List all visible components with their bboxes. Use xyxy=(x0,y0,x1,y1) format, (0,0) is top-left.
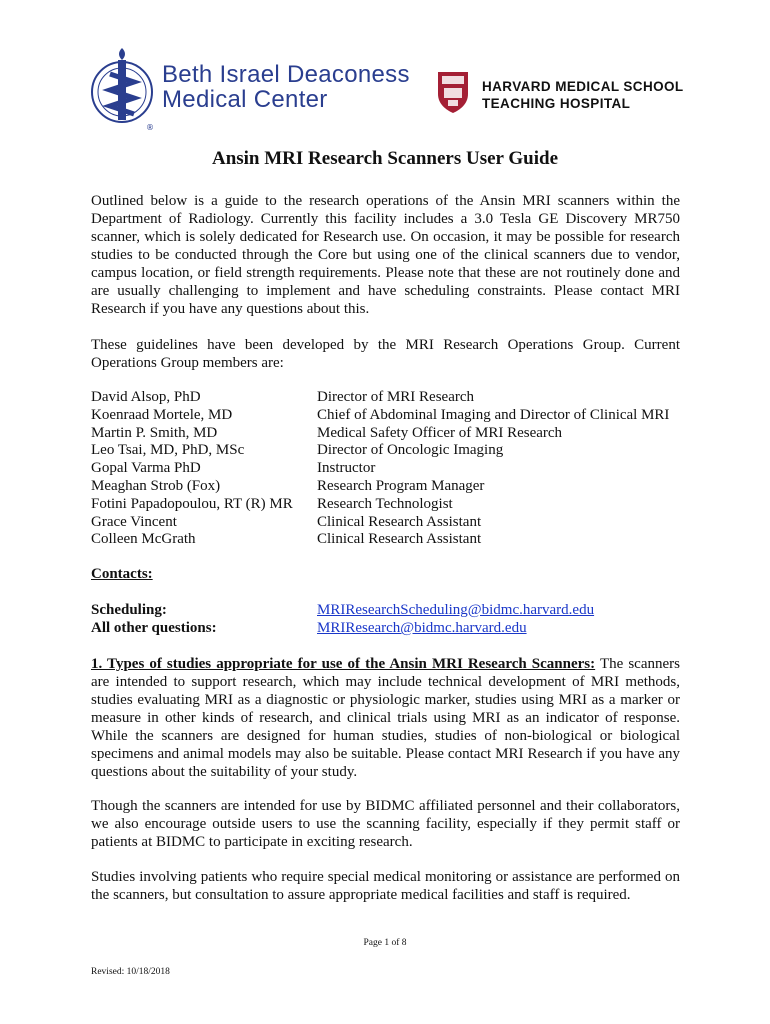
section1-body: The scanners are intended to support research, which may include technical development of MRI methods, studies evaluating MRI as a diagnostic or physiologic marker, studies using MRI as a marker or measure in other kinds of research, and clinical trials using MRI as an indicator of response. While the scanners are designed for human studies, studies of non-biological or biological specimens and animal models may also be suitable. Please contact MRI Research if you have any questions about the suitability of your study. xyxy=(91,656,680,780)
member-role: Chief of Abdominal Imaging and Director of Clinical MRI xyxy=(317,406,670,423)
member-row xyxy=(91,425,691,443)
other-questions-label: All other questions: xyxy=(91,620,217,636)
guidelines-paragraph: These guidelines have been developed by the MRI Research Operations Group. Current Operations Group members are: xyxy=(91,337,680,371)
member-row xyxy=(91,460,691,478)
member-row xyxy=(91,389,691,407)
bidmc-name-line2: Medical Center xyxy=(162,86,328,113)
member-role: Director of MRI Research xyxy=(317,389,475,405)
member-name: Grace Vincent xyxy=(91,513,177,530)
member-name: Leo Tsai, MD, PhD, MSc xyxy=(91,442,245,459)
bidmc-name-line1: Beth Israel Deaconess xyxy=(162,61,410,88)
scheduling-email-link[interactable]: MRIResearchScheduling@bidmc.harvard.edu xyxy=(317,602,595,618)
svg-text:®: ® xyxy=(146,123,154,132)
member-row xyxy=(91,407,691,425)
hms-line2: TEACHING HOSPITAL xyxy=(482,96,631,111)
scheduling-label: Scheduling: xyxy=(91,602,167,618)
other-questions-email-link[interactable]: MRIResearch@bidmc.harvard.edu xyxy=(317,620,527,636)
member-role: Clinical Research Assistant xyxy=(317,513,482,530)
hms-text xyxy=(482,78,684,112)
page-number: Page 1 of 8 xyxy=(363,938,407,948)
member-name: Fotini Papadopoulou, RT (R) MR xyxy=(91,495,293,512)
member-name: Koenraad Mortele, MD xyxy=(91,406,233,423)
bidmc-emblem-icon xyxy=(88,44,158,134)
section1-paragraph xyxy=(91,655,680,781)
member-row xyxy=(91,496,691,514)
member-name: Colleen McGrath xyxy=(91,531,196,548)
member-name: Meaghan Strob (Fox) xyxy=(91,477,221,494)
member-role: Director of Oncologic Imaging xyxy=(317,442,504,459)
member-role: Research Technologist xyxy=(317,495,453,512)
contact-row-other xyxy=(91,620,691,637)
outside-users-paragraph: Though the scanners are intended for use by BIDMC affiliated personnel and their collaborators, we also encourage outside users to use the scanning facility, especially if they permit staff or patients at BIDMC to participate in exciting research. xyxy=(91,798,680,850)
member-name: David Alsop, PhD xyxy=(91,389,201,405)
member-name: Martin P. Smith, MD xyxy=(91,424,218,441)
member-role: Instructor xyxy=(317,460,376,477)
hms-line1: HARVARD MEDICAL SCHOOL xyxy=(482,79,684,94)
members-list xyxy=(91,389,691,549)
member-role: Clinical Research Assistant xyxy=(317,531,482,548)
patient-studies-paragraph: Studies involving patients who require special medical monitoring or assistance are performed on the scanners, but consultation to assure appropriate medical facilities and staff is required. xyxy=(91,869,680,903)
member-name: Gopal Varma PhD xyxy=(91,460,201,477)
contact-row-scheduling xyxy=(91,602,691,619)
contacts-heading: Contacts: xyxy=(91,566,153,582)
member-role: Research Program Manager xyxy=(317,477,485,494)
member-row xyxy=(91,478,691,496)
member-row xyxy=(91,442,691,460)
member-row xyxy=(91,531,691,549)
hms-shield-icon xyxy=(436,70,470,114)
section1-heading: 1. Types of studies appropriate for use of the Ansin MRI Research Scanners: xyxy=(91,656,596,672)
document-title: Ansin MRI Research Scanners User Guide xyxy=(211,148,559,169)
revised-date: Revised: 10/18/2018 xyxy=(91,967,170,977)
bidmc-name xyxy=(162,62,410,112)
member-row xyxy=(91,514,691,532)
intro-paragraph: Outlined below is a guide to the research operations of the Ansin MRI scanners within the Department of Radiology. Currently this facility includes a 3.0 Tesla GE Discovery MR750 scanner, which is solely dedicated for Research use. On occasion, it may be possible for research studies to be conducted through the Core but using one of the clinical scanners due to vendor, campus location, or field strength requirements. Please note that these are not routinely done and are usually challenging to implement and have scheduling constraints. Please contact MRI Research if you have any questions about this. xyxy=(91,193,680,317)
bidmc-logo xyxy=(88,44,418,134)
member-role: Medical Safety Officer of MRI Research xyxy=(317,424,563,441)
hms-logo xyxy=(436,70,696,118)
